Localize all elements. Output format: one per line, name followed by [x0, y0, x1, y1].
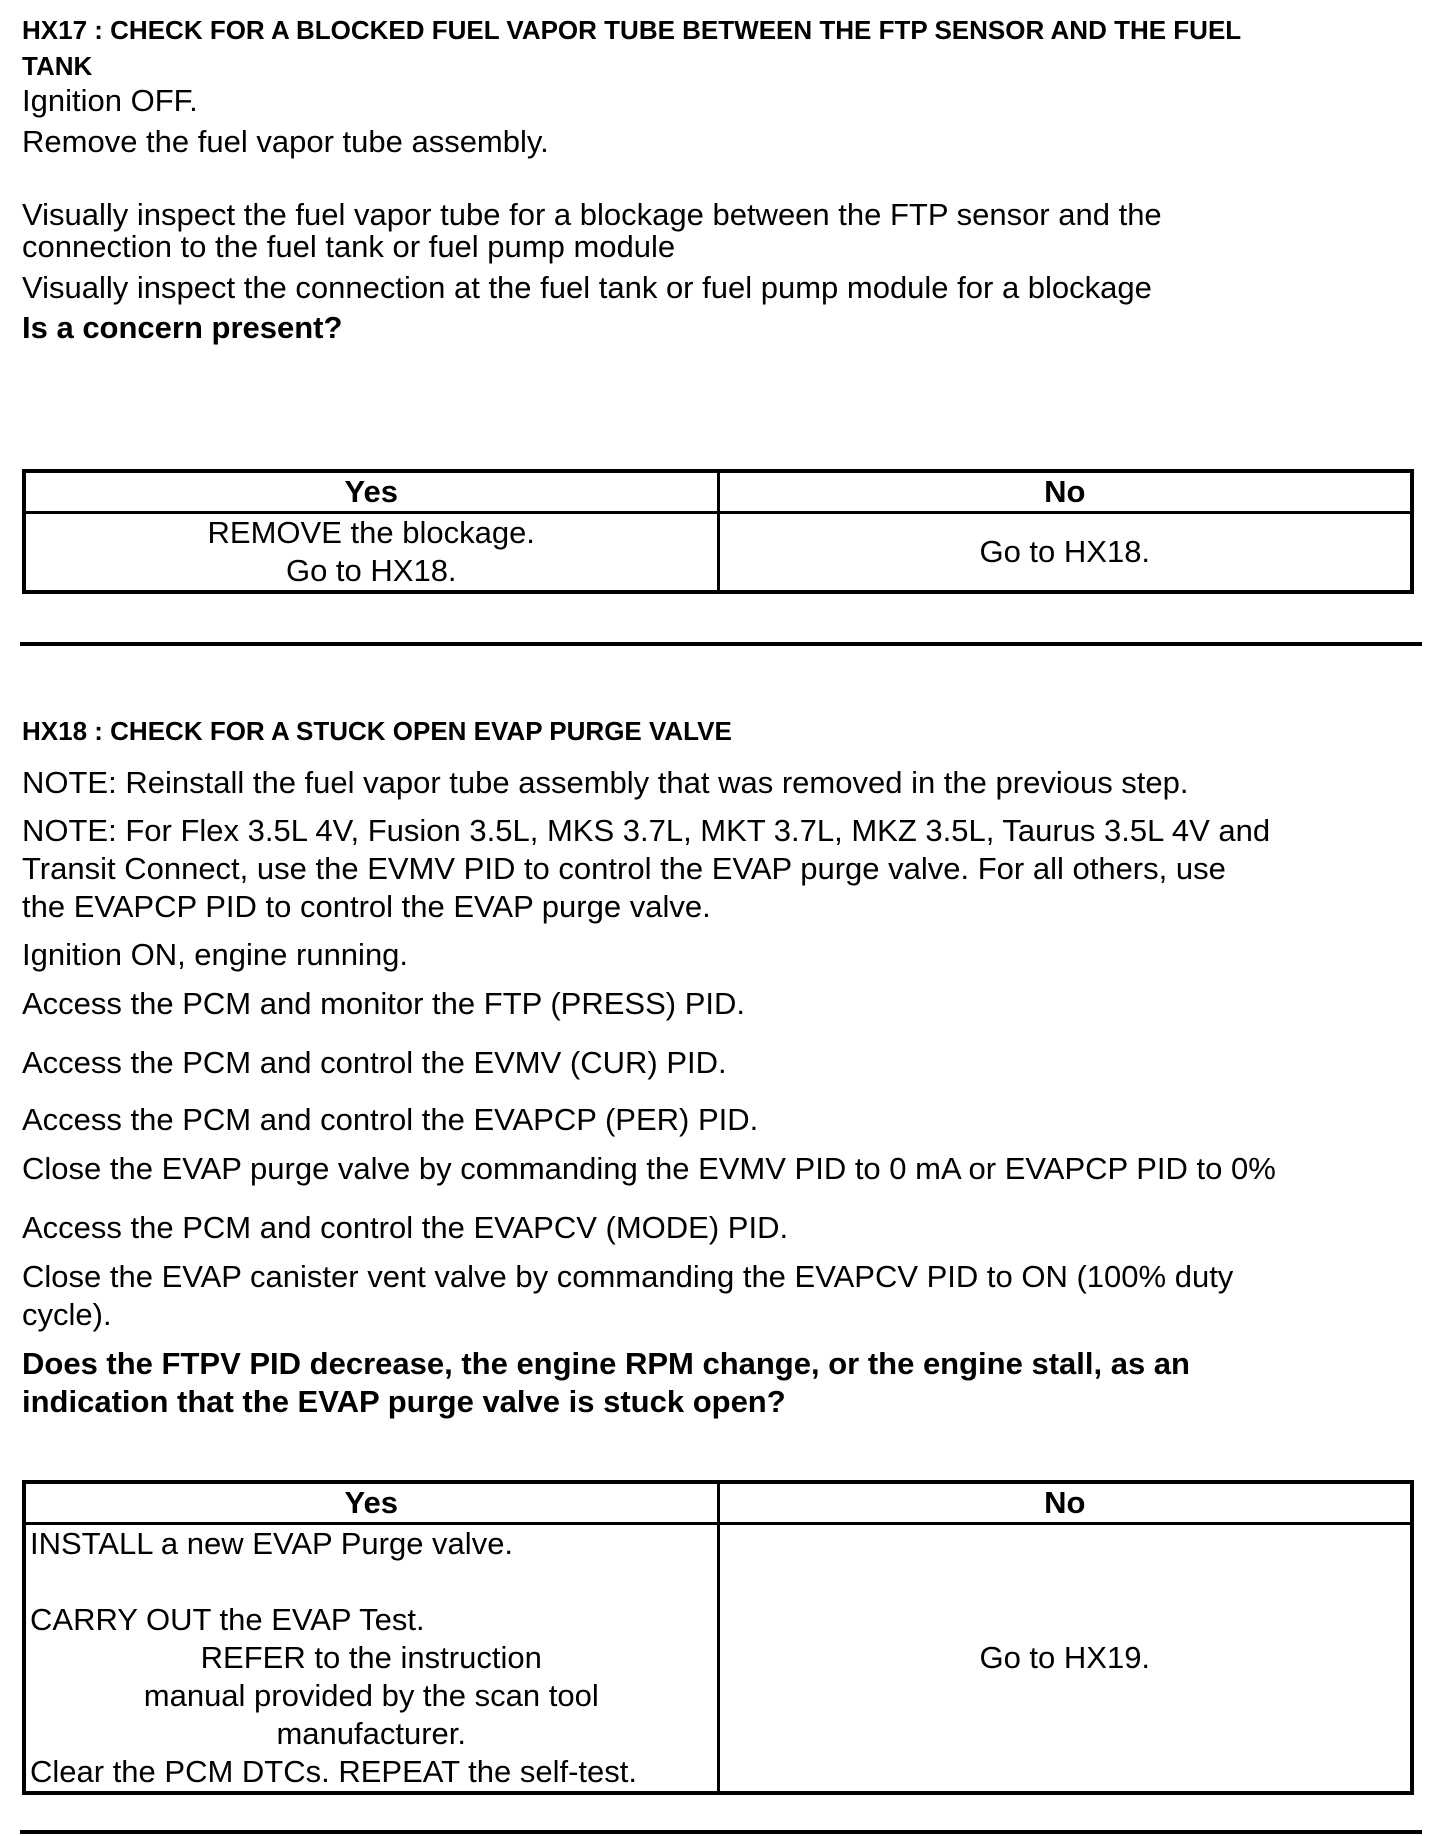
hx18-step: NOTE: Reinstall the fuel vapor tube assembly that was removed in the previous step. — [22, 765, 1189, 800]
yes-header: Yes — [24, 1482, 718, 1524]
hx17-step: connection to the fuel tank or fuel pump module — [22, 229, 676, 264]
hx18-step: Ignition ON, engine running. — [22, 937, 409, 972]
table-header-row — [24, 471, 1412, 513]
yes-cell-line: Go to HX18. — [285, 553, 457, 588]
table-header-row — [24, 1482, 1412, 1524]
hx17-step: Visually inspect the connection at the fuel tank or fuel pump module for a blockage — [22, 270, 1152, 305]
no-header: No — [718, 471, 1412, 513]
hx18-step: NOTE: For Flex 3.5L 4V, Fusion 3.5L, MKS 3.7L, MKT 3.7L, MKZ 3.5L, Taurus 3.5L 4V and — [22, 813, 1271, 848]
yes-cell-line — [30, 1563, 713, 1601]
no-cell: Go to HX19. — [718, 1524, 1412, 1794]
hx18-heading: HX18 : CHECK FOR A STUCK OPEN EVAP PURGE VALVE — [22, 716, 732, 746]
hx18-step: Access the PCM and control the EVAPCP (PER) PID. — [22, 1102, 759, 1137]
yes-cell — [24, 1524, 718, 1794]
hx18-step: Access the PCM and monitor the FTP (PRESS) PID. — [22, 986, 746, 1021]
hx17-heading-line1: HX17 : CHECK FOR A BLOCKED FUEL VAPOR TUBE BETWEEN THE FTP SENSOR AND THE FUEL — [22, 15, 1242, 45]
hx17-step: Ignition OFF. — [22, 83, 198, 118]
yes-header: Yes — [24, 471, 718, 513]
yes-cell-line: manufacturer. — [276, 1716, 467, 1751]
yes-cell-line: CARRY OUT the EVAP Test. — [30, 1602, 425, 1637]
hx17-step: Visually inspect the fuel vapor tube for a blockage between the FTP sensor and the — [22, 197, 1162, 232]
table-row — [24, 1524, 1412, 1794]
section-divider — [20, 1830, 1422, 1834]
hx18-step: Close the EVAP canister vent valve by commanding the EVAPCV PID to ON (100% duty — [22, 1259, 1234, 1294]
table-row — [24, 513, 1412, 593]
hx17-question: Is a concern present? — [22, 310, 343, 345]
hx18-step: the EVAPCP PID to control the EVAP purge valve. — [22, 889, 711, 924]
yes-cell-line: manual provided by the scan tool — [143, 1678, 599, 1713]
hx18-decision-table — [22, 1480, 1414, 1795]
yes-cell-line: REMOVE the blockage. — [207, 515, 535, 550]
no-cell: Go to HX18. — [718, 513, 1412, 593]
yes-cell — [24, 513, 718, 593]
hx18-question — [22, 1345, 1422, 1421]
hx18-step: Access the PCM and control the EVAPCV (MODE) PID. — [22, 1210, 789, 1245]
yes-cell-line: Clear the PCM DTCs. REPEAT the self-test. — [30, 1754, 637, 1789]
hx18-question-line2: indication that the EVAP purge valve is stuck open? — [22, 1384, 786, 1419]
hx18-step: Access the PCM and control the EVMV (CUR) PID. — [22, 1045, 727, 1080]
hx18-step: Transit Connect, use the EVMV PID to control the EVAP purge valve. For all others, use — [22, 851, 1226, 886]
hx18-step: Close the EVAP purge valve by commanding the EVMV PID to 0 mA or EVAPCP PID to 0% — [22, 1151, 1276, 1186]
hx17-step: Remove the fuel vapor tube assembly. — [22, 124, 549, 159]
yes-cell-line: INSTALL a new EVAP Purge valve. — [30, 1526, 514, 1561]
yes-cell-line: REFER to the instruction — [200, 1640, 542, 1675]
hx18-question-line1: Does the FTPV PID decrease, the engine RPM change, or the engine stall, as an — [22, 1346, 1190, 1381]
hx18-step: cycle). — [22, 1297, 112, 1332]
hx17-heading — [22, 12, 1402, 84]
section-divider — [20, 642, 1422, 646]
hx17-decision-table — [22, 469, 1414, 594]
hx17-heading-line2: TANK — [22, 51, 93, 81]
no-header: No — [718, 1482, 1412, 1524]
